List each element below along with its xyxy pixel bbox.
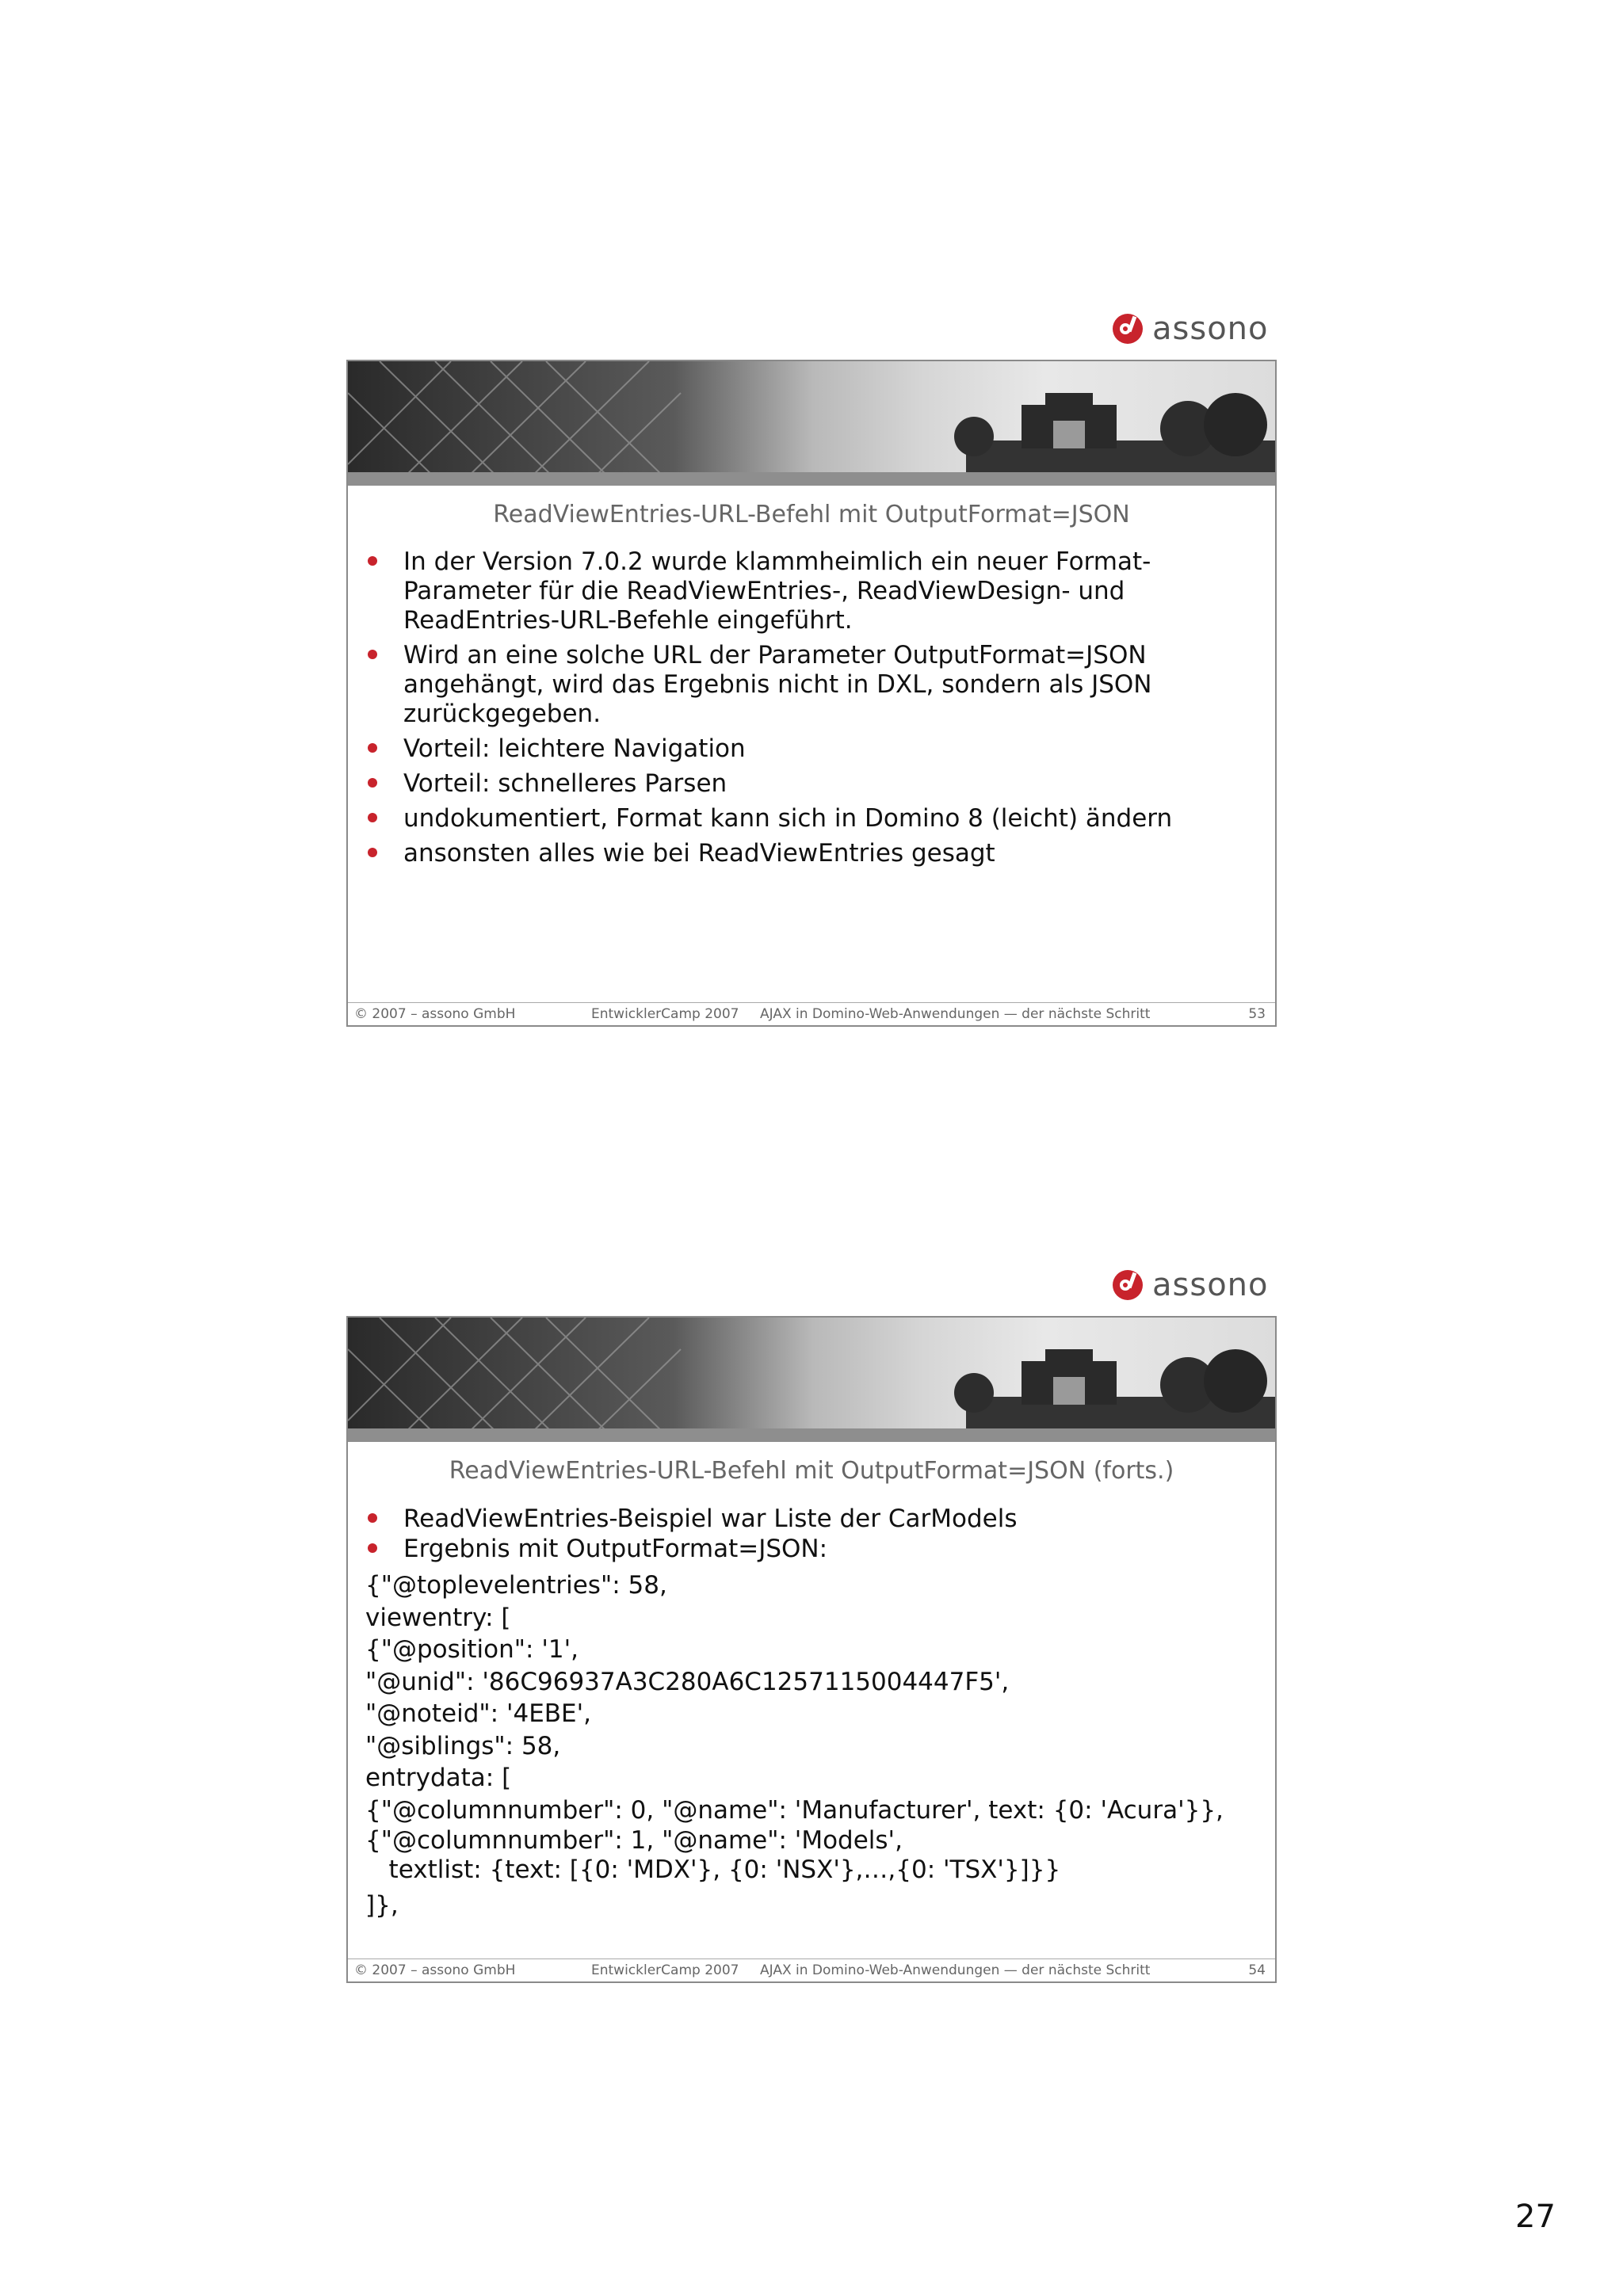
banner-photo [348,361,1275,486]
bullet-item: In der Version 7.0.2 wurde klammheimlich ein neuer Format-Parameter für die ReadViewEntries-, ReadViewDesign- und ReadEntries-URL-Befehle eingeführt. [365,547,1243,635]
banner-photo [348,1318,1275,1442]
bullet-dot-icon [368,778,377,788]
code-line: "@noteid": '4EBE', [365,1699,592,1728]
page-number: 27 [1515,2199,1556,2235]
bullet-dot-icon [368,848,377,857]
slide-53 [346,360,1277,1027]
code-line: "@unid": '86C96937A3C280A6C1257115004447F5', [365,1667,1010,1696]
bullet-item: ansonsten alles wie bei ReadViewEntries gesagt [365,839,1243,868]
slide-footer [348,1958,1275,1981]
bullet-list [365,1505,1243,1569]
assono-logo-icon [1113,1270,1143,1300]
footer-copyright: © 2007 – assono GmbH [354,1962,516,1978]
code-line: "@siblings": 58, [365,1731,561,1760]
bullet-item: Vorteil: leichtere Navigation [365,734,1243,764]
slide-54 [346,1316,1277,1983]
code-line: ]}, [365,1891,399,1920]
louvre-banner-image [348,361,1275,486]
bullet-dot-icon [368,1543,377,1553]
code-line: textlist: {text: [{0: 'MDX'}, {0: 'NSX'},…,{0: 'TSX'}]}} [365,1855,1061,1884]
bullet-dot-icon [368,556,377,566]
bullet-dot-icon [368,813,377,822]
bullet-item: Wird an eine solche URL der Parameter OutputFormat=JSON angehängt, wird das Ergebnis nicht in DXL, sondern als JSON zurückgegeben. [365,641,1243,729]
logo-text: assono [1152,1267,1269,1303]
footer-slide-number: 54 [1248,1962,1266,1978]
bullet-item: undokumentiert, Format kann sich in Domino 8 (leicht) ändern [365,804,1243,833]
code-line: {"@columnnumber": 1, "@name": 'Models', [365,1826,903,1855]
bullet-item: Ergebnis mit OutputFormat=JSON: [365,1535,1243,1564]
logo-text: assono [1152,311,1269,347]
logo-slide-2 [1113,1267,1269,1303]
slide-title: ReadViewEntries-URL-Befehl mit OutputFormat=JSON (forts.) [449,1457,1174,1485]
code-line: {"@position": '1', [365,1635,579,1664]
bullet-dot-icon [368,650,377,659]
footer-talk: AJAX in Domino-Web-Anwendungen — der nächste Schritt [760,1962,1151,1978]
bullet-item: ReadViewEntries-Beispiel war Liste der CarModels [365,1505,1243,1534]
footer-slide-number: 53 [1248,1006,1266,1022]
slide-footer [348,1002,1275,1025]
louvre-banner-image [348,1318,1275,1442]
footer-event: EntwicklerCamp 2007 [591,1006,739,1022]
code-line: viewentry: [ [365,1603,511,1632]
logo-slide-1 [1113,311,1269,347]
assono-logo-icon [1113,314,1143,344]
bullet-item: Vorteil: schnelleres Parsen [365,769,1243,799]
bullet-dot-icon [368,1513,377,1523]
code-line: {"@toplevelentries": 58, [365,1571,667,1600]
slide-title: ReadViewEntries-URL-Befehl mit OutputFormat=JSON [493,501,1130,528]
code-line: entrydata: [ [365,1764,512,1792]
footer-talk: AJAX in Domino-Web-Anwendungen — der nächste Schritt [760,1006,1151,1022]
bullet-dot-icon [368,743,377,753]
footer-copyright: © 2007 – assono GmbH [354,1006,516,1022]
bullet-list [365,547,1243,874]
json-code-block [365,1569,1224,1922]
code-line: {"@columnnumber": 0, "@name": 'Manufacturer', text: {0: 'Acura'}}, [365,1795,1224,1825]
footer-event: EntwicklerCamp 2007 [591,1962,739,1978]
